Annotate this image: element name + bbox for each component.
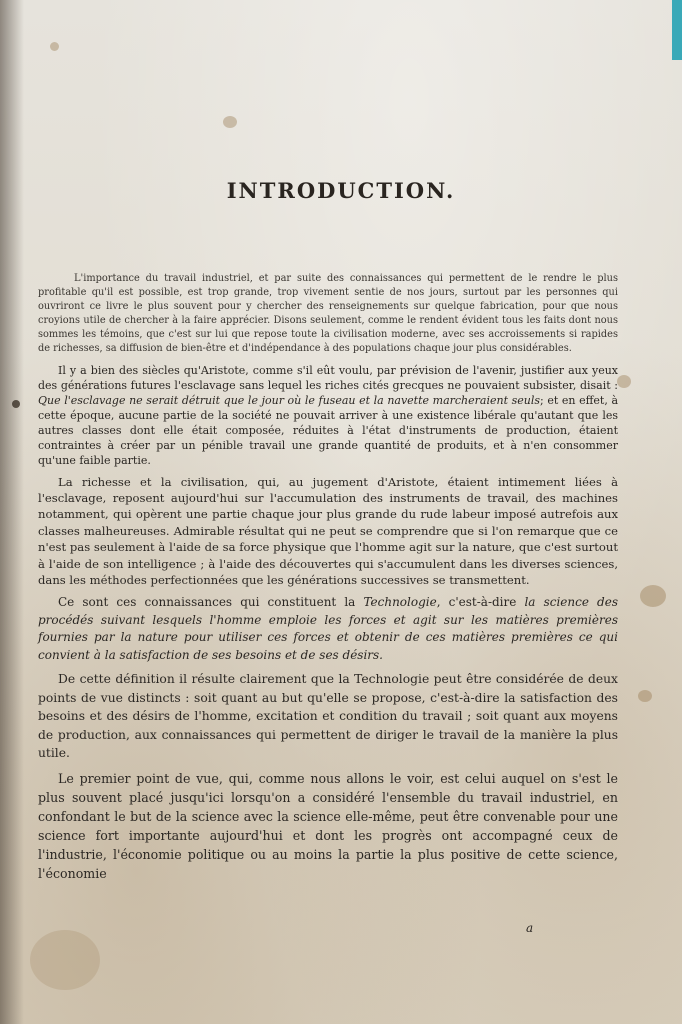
paragraph-2: Il y a bien des siècles qu'Aristote, comme s'il eût voulu, par prévision de l'avenir, justifier aux yeux des générations futures l'esclavage sans lequel les riches cités grecques ne pouvaient subsister, disait : Que l'esclavage ne serait détruit que le jour où le fuseau et la navette marcheraient seuls; et en effet, à cette époque, aucune partie de la société ne pouvait arriver à une existence libérale qu'autant que les autres classes dont elle était composée, réduites à l'état d'instruments de production, étaient contraintes à créer par un pénible travail une grande quantité de produits, et à n'en consommer qu'une faible partie. — [38, 363, 619, 467]
technologie-term: Technologie — [363, 595, 437, 610]
background-edge — [672, 0, 682, 60]
paragraph-4: Ce sont ces connaissances qui constituent la Technologie, c'est-à-dire la science des procédés suivant lesquels l'homme emploie les forces et agit sur les matières premières fournies par la nature pour utiliser ces forces et obtenir de ces matières premières ce qui convient à la satisfaction de ses besoins et de ses désirs. — [38, 595, 618, 662]
paragraph-1: L'importance du travail industriel, et par suite des connaissances qui permettent de le rendre le plus profitable qu'il est possible, est trop grande, trop vivement sentie de nos jours, surtout par les personnes qui ouvriront ce livre le plus souvent pour y chercher des renseignements sur quelque fabrication, pour que nous croyions utile de chercher à la faire apprécier. Disons seulement, comme le rendent évident tous les faits dont nous sommes les témoins, que c'est sur lui que repose toute la civilisation moderne, avec ses accroissements si rapides de richesses, sa diffusion de bien-être et d'indépendance à des populations chaque jour plus considérables. — [38, 273, 618, 355]
paragraph-6: Le premier point de vue, qui, comme nous allons le voir, est celui auquel on s'est le plus souvent placé jusqu'ici lorsqu'on a considéré l'ensemble du travail industriel, en confondant le but de la science avec la science elle-même, peut être convenable pour une science fort importante aujourd'hui et dont les progrès ont accompagné ceux de l'industrie, l'économie politique ou au moins la partie la plus positive de cette science, l'économie — [38, 770, 618, 881]
foxing-stain — [50, 42, 59, 51]
foxing-stain — [12, 400, 20, 408]
page-title: INTRODUCTION. — [226, 178, 456, 203]
foxing-stain — [640, 585, 666, 607]
binding-shadow — [0, 0, 24, 1024]
aristotle-quote: Que l'esclavage ne serait détruit que le jour où le fuseau et la navette marcheraient seuls — [38, 393, 541, 407]
foxing-stain — [30, 930, 100, 990]
paragraph-3: La richesse et la civilisation, qui, au jugement d'Aristote, étaient intimement liées à l'esclavage, reposent aujourd'hui sur l'accumulation des instruments de travail, des machines notamment, qui opèrent une partie chaque jour plus grande du rude labeur imposé autrefois aux classes malheureuses. Admirable résultat qui ne peut se comprendre que si l'on remarque que ce n'est pas seulement à l'aide de sa force physique que l'homme agit sur la nature, que c'est surtout à l'aide de son intelligence ; à l'aide des découvertes qui s'accumulent dans les diverses sciences, dans les méthodes perfectionnées que les générations successives se transmettent. — [38, 474, 618, 587]
foxing-stain — [638, 690, 652, 702]
body-text — [38, 272, 618, 889]
foxing-stain — [617, 375, 631, 388]
signature-mark: a — [526, 921, 534, 935]
foxing-stain — [223, 116, 237, 128]
technologie-definition: la science des procédés suivant lesquels l'homme emploie les forces et agit sur les matières premières fournies par la nature pour utiliser ces forces et obtenir de ces matières premières ce qui convient à la satisfaction de ses besoins et de ses désirs. — [38, 595, 618, 662]
paragraph-5: De cette définition il résulte clairement que la Technologie peut être considérée de deux points de vue distincts : soit quant au but qu'elle se propose, c'est-à-dire la satisfaction des besoins et des désirs de l'homme, excitation et condition du travail ; soit quant aux moyens de production, aux connaissances qui permettent de diriger le travail de la manière la plus utile. — [38, 672, 618, 761]
